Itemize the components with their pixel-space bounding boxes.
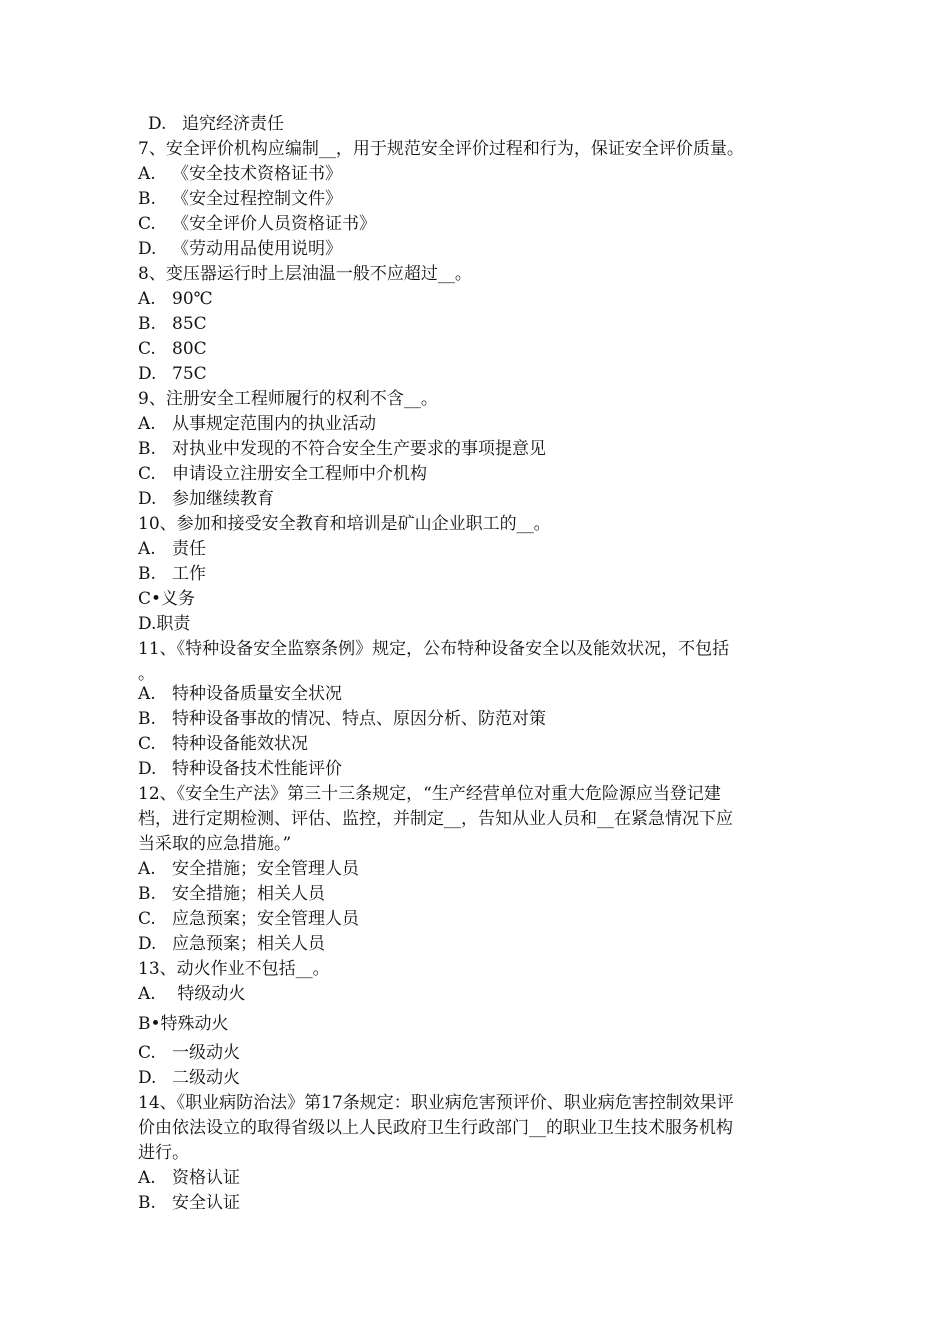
option-text: 特种设备质量安全状况 [172,684,342,704]
option-line [138,489,274,509]
question-text: D.职责 [138,614,191,634]
question-line [138,1118,733,1138]
option-text: 90℃ [172,289,213,309]
question-line [138,589,195,609]
option-label: B. [138,439,156,459]
option-text: 应急预案；安全管理人员 [172,909,359,929]
option-line [138,734,308,754]
option-text: 安全措施；相关人员 [172,884,325,904]
question-text: 。 [138,664,155,684]
option-line [138,984,245,1004]
question-text: 档，进行定期检测、评估、监控，并制定__，告知从业人员和__在紧急情况下应 [138,809,733,829]
question-text: 14、《职业病防治法》第17条规定：职业病危害预评价、职业病危害控制效果评 [138,1093,734,1113]
question-line [138,514,551,534]
option-line [138,439,546,459]
option-text: 80C [172,339,207,359]
option-line [138,1068,240,1088]
option-line [138,239,342,259]
option-label: A. [138,1168,156,1188]
question-line [138,834,291,854]
option-label: D. [138,759,157,779]
option-label: B. [138,1193,156,1213]
option-line [138,314,207,334]
option-line [138,859,359,879]
option-text: 《安全过程控制文件》 [172,189,342,209]
option-label: D. [138,489,157,509]
option-line [138,189,342,209]
option-label: C. [138,1043,156,1063]
option-text: 安全认证 [172,1193,240,1213]
option-line [138,1043,240,1063]
question-line [138,139,744,159]
option-label: B. [138,709,156,729]
option-label: A. [138,539,156,559]
question-line [138,959,330,979]
option-line [138,759,342,779]
option-line [138,909,359,929]
option-line [138,1193,240,1213]
question-text: B•特殊动火 [138,1014,229,1034]
option-line [138,684,342,704]
option-line [138,884,325,904]
option-label: C. [138,214,156,234]
question-line [138,664,155,684]
option-line [148,114,284,134]
question-line [138,809,733,829]
option-line [138,1168,240,1188]
option-label: D. [138,934,157,954]
option-label: B. [138,314,156,334]
option-text: 《安全技术资格证书》 [172,164,342,184]
option-text: 75C [172,364,207,384]
question-line [138,389,438,409]
question-line [138,784,721,804]
option-text: 工作 [172,564,206,584]
option-line [138,564,206,584]
option-line [138,339,207,359]
option-text: 对执业中发现的不符合安全生产要求的事项提意见 [172,439,546,459]
question-text: 10、参加和接受安全教育和培训是矿山企业职工的__。 [138,514,551,534]
question-line [138,1143,189,1163]
question-text: 9、注册安全工程师履行的权利不含__。 [138,389,438,409]
option-text: 85C [172,314,207,334]
option-line [138,414,376,434]
question-line [138,614,190,634]
question-line [138,1093,734,1113]
option-text: 参加继续教育 [172,489,274,509]
option-line [138,709,546,729]
option-label: A. [138,859,156,879]
question-text: 当采取的应急措施。” [138,834,292,854]
option-label: C. [138,909,156,929]
option-label: A. [138,684,156,704]
option-label: A. [138,164,156,184]
option-label: D. [138,364,157,384]
option-label: C. [138,339,156,359]
option-label: C. [138,734,156,754]
option-text: 《安全评价人员资格证书》 [172,214,376,234]
question-text: 7、安全评价机构应编制__，用于规范安全评价过程和行为，保证安全评价质量。 [138,139,744,159]
option-text: 从事规定范围内的执业活动 [172,414,376,434]
option-text: 安全措施；安全管理人员 [172,859,359,879]
option-line [138,464,427,484]
option-text: 《劳动用品使用说明》 [172,239,342,259]
option-line [138,364,207,384]
option-label: B. [138,189,156,209]
option-line [138,539,206,559]
question-line [138,1014,229,1034]
option-text: 特种设备能效状况 [172,734,308,754]
question-line [138,639,729,659]
question-text: 进行。 [138,1143,189,1163]
option-label: A. [138,414,156,434]
option-text: 特种设备事故的情况、特点、原因分析、防范对策 [172,709,546,729]
option-text: 特级动火 [172,984,246,1004]
question-text: C•义务 [138,589,196,609]
option-label: B. [138,564,156,584]
question-text: 12、《安全生产法》第三十三条规定，“生产经营单位对重大危险源应当登记建 [138,784,721,804]
option-text: 二级动火 [172,1068,240,1088]
option-label: A. [138,984,156,1004]
option-text: 应急预案；相关人员 [172,934,325,954]
option-label: D. [138,239,157,259]
question-line [138,264,472,284]
option-text: 追究经济责任 [182,114,284,134]
option-label: A. [138,289,156,309]
option-line [138,214,376,234]
option-line [138,289,213,309]
option-text: 申请设立注册安全工程师中介机构 [172,464,427,484]
option-text: 资格认证 [172,1168,240,1188]
option-text: 一级动火 [172,1043,240,1063]
question-text: 11、《特种设备安全监察条例》规定，公布特种设备安全以及能效状况，不包括 [138,639,730,659]
question-text: 13、动火作业不包括__。 [138,959,330,979]
option-label: D. [138,1068,157,1088]
option-label: B. [138,884,156,904]
option-line [138,164,342,184]
option-text: 责任 [172,539,206,559]
option-label: C. [138,464,156,484]
question-text: 价由依法设立的取得省级以上人民政府卫生行政部门__的职业卫生技术服务机构 [138,1118,733,1138]
option-line [138,934,325,954]
option-text: 特种设备技术性能评价 [172,759,342,779]
option-label: D. [148,114,167,134]
question-text: 8、变压器运行时上层油温一般不应超过__。 [138,264,472,284]
